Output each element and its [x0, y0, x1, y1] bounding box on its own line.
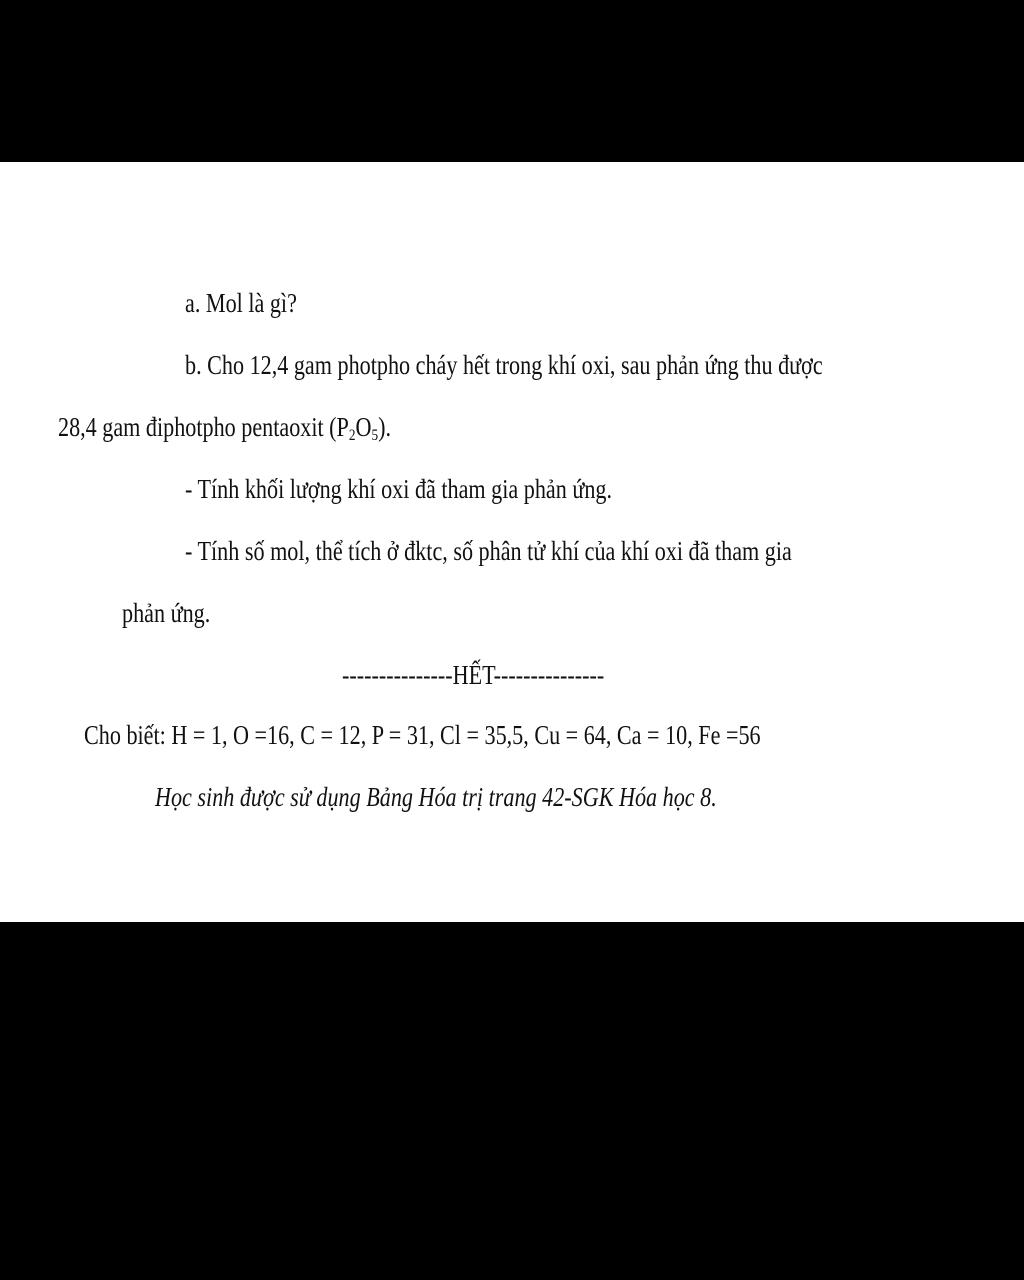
part-b-line2-prefix: 28,4 gam điphotpho pentaoxit (P	[58, 412, 349, 442]
document-page	[0, 162, 1024, 922]
question-part-b-line2	[58, 412, 392, 445]
formula-subscript-5: 5	[371, 426, 379, 445]
part-b-line2-suffix: ).	[378, 412, 392, 442]
task-2-line1: - Tính số mol, thể tích ở đktc, số phân tử khí của khí oxi đã tham gia	[185, 536, 792, 566]
question-part-b-line1: b. Cho 12,4 gam photpho cháy hết trong khí oxi, sau phản ứng thu được	[185, 350, 823, 380]
question-part-a: a. Mol là gì?	[185, 288, 297, 318]
end-marker: ---------------HẾT---------------	[342, 660, 605, 690]
task-2-line2: phản ứng.	[122, 598, 211, 628]
student-note: Học sinh được sử dụng Bảng Hóa trị trang 42-SGK Hóa học 8.	[155, 782, 717, 812]
task-1: - Tính khối lượng khí oxi đã tham gia phản ứng.	[185, 474, 613, 504]
formula-oxygen: O	[355, 412, 372, 442]
bottom-black-band	[0, 922, 1024, 1280]
given-atomic-masses: Cho biết: H = 1, O =16, C = 12, P = 31, Cl = 35,5, Cu = 64, Ca = 10, Fe =56	[84, 720, 761, 750]
formula-subscript-2: 2	[348, 426, 356, 445]
top-black-band	[0, 0, 1024, 162]
